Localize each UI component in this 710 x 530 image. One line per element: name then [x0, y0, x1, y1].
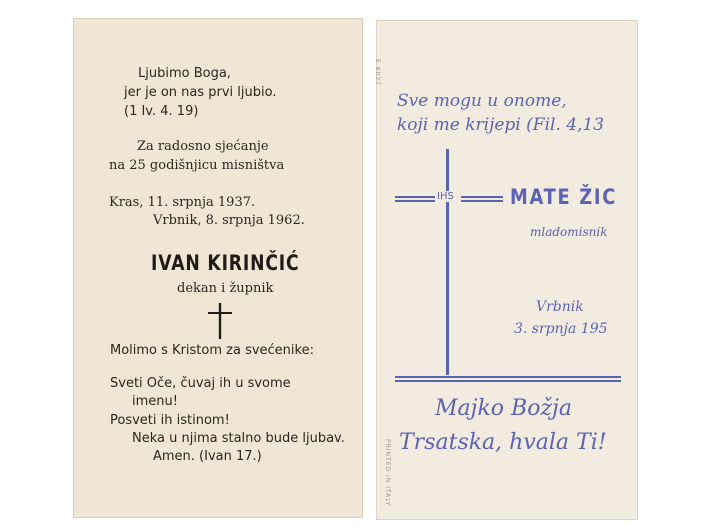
memory-line-1: Za radosno sjećanje: [137, 139, 269, 154]
verse-reference: (1 Iv. 4. 19): [124, 104, 199, 119]
latin-cross-icon: [206, 302, 234, 340]
priest-title: mladomisnik: [530, 225, 608, 239]
memory-line-2: na 25 godišnjicu misništva: [109, 158, 285, 173]
cross-beam-right: [461, 196, 503, 198]
prayer-intro: Molimo s Kristom za svećenike:: [110, 343, 314, 358]
prayer-line-3: Posveti ih istinom!: [110, 413, 230, 428]
verse-line-2: jer je on nas prvi ljubio.: [124, 85, 277, 100]
divider-line-1: [395, 376, 621, 378]
invocation-line-2: Trsatska, hvala Ti!: [399, 430, 607, 455]
verse-line-1: Sve mogu u onome,: [397, 91, 567, 111]
verse-line-2: koji me krijepi (Fil. 4,13: [397, 115, 605, 135]
ihs-monogram: IHS: [437, 191, 454, 202]
cross-beam-right-2: [461, 200, 503, 202]
serial-number: E 6027: [374, 59, 381, 86]
memorial-card-left: [73, 18, 363, 518]
cross-beam-left: [395, 196, 437, 198]
prayer-line-5: Amen. (Ivan 17.): [153, 449, 262, 464]
verse-line-1: Ljubimo Boga,: [138, 66, 231, 81]
priest-name: MATE ŽIC: [510, 185, 618, 209]
priest-title: dekan i župnik: [177, 281, 274, 296]
place: Vrbnik: [536, 299, 584, 315]
printed-in-label: PRINTED IN ITALY: [384, 439, 391, 507]
place-date-1: Kras, 11. srpnja 1937.: [109, 195, 256, 210]
prayer-line-1: Sveti Oče, čuvaj ih u svome: [110, 376, 291, 391]
prayer-line-2: imenu!: [132, 394, 178, 409]
memorial-card-right: [376, 20, 638, 520]
priest-name: IVAN KIRINČIĆ: [151, 251, 300, 275]
cross-beam-left-2: [395, 200, 437, 202]
cross-vertical-beam: [446, 149, 449, 375]
invocation-line-1: Majko Božja: [435, 396, 572, 421]
prayer-line-4: Neka u njima stalno bude ljubav.: [132, 431, 345, 446]
divider-line-2: [395, 380, 621, 382]
place-date-2: Vrbnik, 8. srpnja 1962.: [153, 213, 305, 228]
date: 3. srpnja 195: [514, 321, 608, 337]
